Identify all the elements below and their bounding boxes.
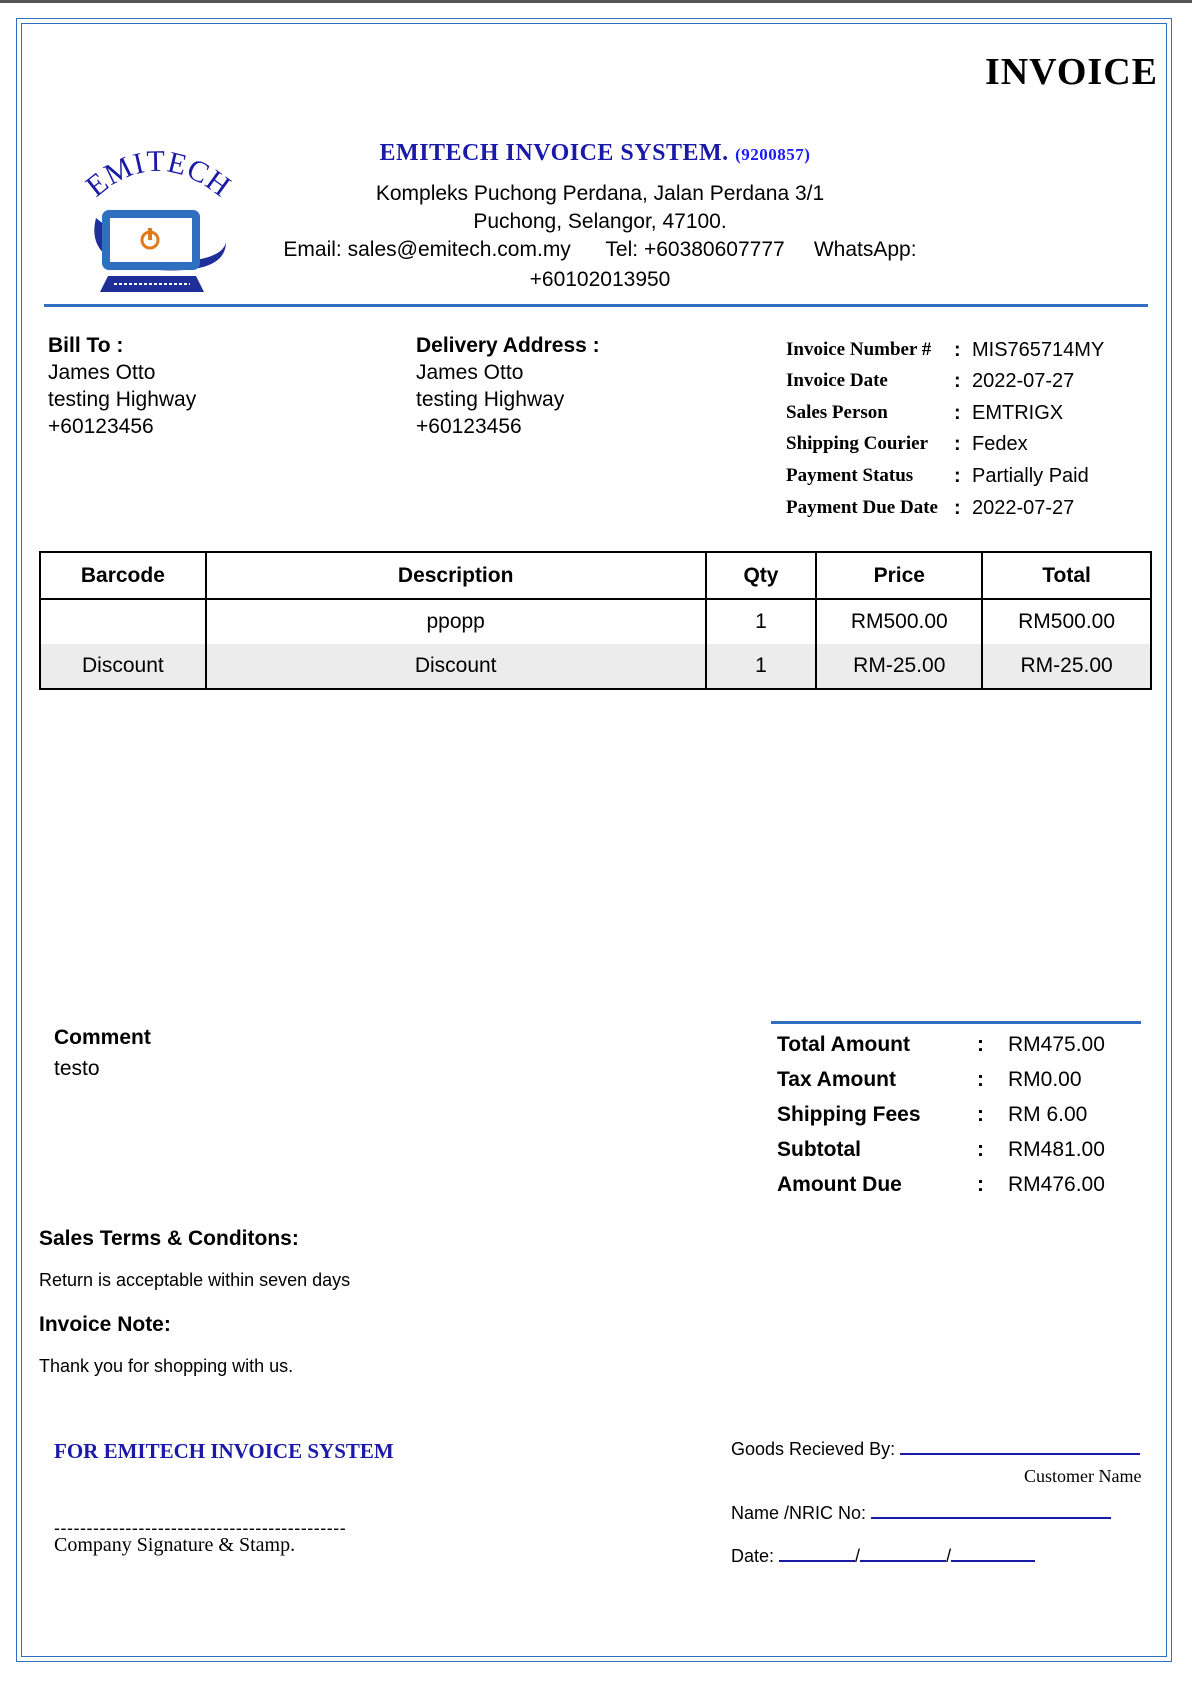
summary-key: Amount Due: [777, 1173, 902, 1196]
summary-tax-amount: [777, 1068, 1147, 1103]
summary-key: Subtotal: [777, 1138, 861, 1161]
summary-value: RM0.00: [1008, 1068, 1082, 1091]
column-header-total: Total: [982, 552, 1151, 599]
cell-price: RM500.00: [816, 599, 982, 644]
meta-colon: :: [954, 497, 961, 519]
summary-divider: [771, 1021, 1141, 1024]
meta-value: Fedex: [972, 433, 1028, 455]
summary-total-amount: [777, 1033, 1147, 1068]
date-day-line: [779, 1542, 855, 1562]
meta-invoice-number: [786, 339, 1146, 370]
table-row: [40, 644, 1151, 689]
goods-received-row: [731, 1435, 1140, 1460]
date-month-line: [860, 1542, 946, 1562]
bill-to-name: James Otto: [48, 361, 156, 384]
summary-colon: :: [977, 1173, 984, 1196]
summary-key: Total Amount: [777, 1033, 910, 1056]
summary-amount-due: [777, 1173, 1147, 1208]
delivery-phone: +60123456: [416, 415, 522, 438]
cell-total: RM-25.00: [982, 644, 1151, 689]
cell-qty: 1: [706, 644, 817, 689]
customer-name-caption: Customer Name: [1024, 1466, 1142, 1486]
terms-label: Sales Terms & Conditons:: [39, 1227, 299, 1250]
column-header-qty: Qty: [706, 552, 817, 599]
bill-to-phone: +60123456: [48, 415, 154, 438]
summary-colon: :: [977, 1138, 984, 1161]
delivery-address-block: [416, 333, 600, 440]
cell-description: ppopp: [206, 599, 706, 644]
company-contact-line: Email: sales@emitech.com.my Tel: +60380607777 WhatsApp:: [283, 238, 917, 261]
goods-received-label: Goods Recieved By:: [731, 1439, 896, 1459]
bill-to-block: [48, 333, 196, 440]
meta-colon: :: [954, 402, 961, 424]
delivery-name: James Otto: [416, 361, 524, 384]
company-address-line2: Puchong, Selangor, 47100.: [473, 210, 727, 233]
summary-value: RM476.00: [1008, 1173, 1105, 1196]
invoice-title: INVOICE: [984, 51, 1158, 93]
comment-label: Comment: [54, 1026, 151, 1049]
date-label: Date:: [731, 1546, 775, 1566]
meta-shipping-courier: [786, 433, 1146, 464]
company-registration: (9200857): [735, 145, 811, 164]
meta-value: 2022-07-27: [972, 370, 1075, 392]
for-company-label: FOR EMITECH INVOICE SYSTEM: [54, 1439, 394, 1463]
summary-value: RM481.00: [1008, 1138, 1105, 1161]
meta-value: 2022-07-27: [972, 497, 1075, 519]
signature-caption: Company Signature & Stamp.: [54, 1534, 296, 1556]
meta-colon: :: [954, 433, 961, 455]
date-slash: /: [946, 1546, 952, 1566]
cell-barcode: Discount: [40, 644, 206, 689]
page-top-bar: [0, 0, 1192, 3]
comment-text: testo: [54, 1057, 100, 1080]
invoice-note-label: Invoice Note:: [39, 1313, 171, 1336]
company-name-text: EMITECH INVOICE SYSTEM.: [379, 140, 729, 166]
goods-received-line: [900, 1435, 1140, 1455]
date-slash: /: [855, 1546, 861, 1566]
meta-colon: :: [954, 370, 961, 392]
emitech-logo: [78, 146, 240, 296]
date-row: [731, 1542, 1035, 1567]
logo-text: EMITECH: [79, 146, 238, 204]
delivery-street: testing Highway: [416, 388, 565, 411]
date-year-line: [951, 1542, 1035, 1562]
summary-value: RM475.00: [1008, 1033, 1105, 1056]
cell-barcode: [40, 599, 206, 644]
summary-colon: :: [977, 1068, 984, 1091]
meta-sales-person: [786, 402, 1146, 433]
meta-key: Invoice Date: [786, 370, 888, 391]
meta-value: MIS765714MY: [972, 339, 1105, 361]
table-header-row: [40, 552, 1151, 599]
summary-key: Shipping Fees: [777, 1103, 921, 1126]
meta-key: Invoice Number #: [786, 339, 932, 360]
column-header-description: Description: [206, 552, 706, 599]
summary-colon: :: [977, 1033, 984, 1056]
svg-text:EMITECH: [80, 146, 238, 204]
column-header-barcode: Barcode: [40, 552, 206, 599]
meta-colon: :: [954, 339, 961, 361]
meta-value: Partially Paid: [972, 465, 1089, 487]
delivery-address-label: Delivery Address :: [416, 334, 600, 357]
table-row: [40, 599, 1151, 644]
cell-qty: 1: [706, 599, 817, 644]
summary-shipping-fees: [777, 1103, 1147, 1138]
meta-payment-status: [786, 465, 1146, 496]
signature-line: ---------------------------------------------: [54, 1518, 347, 1538]
items-table: [39, 551, 1152, 690]
nric-row: [731, 1499, 1111, 1524]
header-divider: [44, 304, 1148, 307]
nric-label: Name /NRIC No:: [731, 1503, 867, 1523]
company-address-line1: Kompleks Puchong Perdana, Jalan Perdana 3/1: [375, 182, 825, 205]
bill-to-label: Bill To :: [48, 334, 124, 357]
meta-colon: :: [954, 465, 961, 487]
terms-text: Return is acceptable within seven days: [39, 1270, 351, 1290]
meta-invoice-date: [786, 370, 1146, 401]
meta-payment-due-date: [786, 497, 1146, 528]
meta-key: Payment Status: [786, 465, 914, 486]
meta-key: Shipping Courier: [786, 433, 929, 454]
nric-line: [871, 1499, 1111, 1519]
cell-total: RM500.00: [982, 599, 1151, 644]
summary-key: Tax Amount: [777, 1068, 896, 1091]
company-name: [300, 140, 890, 167]
summary-subtotal: [777, 1138, 1147, 1173]
bill-to-street: testing Highway: [48, 388, 197, 411]
meta-key: Sales Person: [786, 402, 888, 423]
company-whatsapp: +60102013950: [529, 268, 671, 291]
cell-price: RM-25.00: [816, 644, 982, 689]
column-header-price: Price: [816, 552, 982, 599]
invoice-note-text: Thank you for shopping with us.: [39, 1356, 294, 1376]
summary-value: RM 6.00: [1008, 1103, 1088, 1126]
summary-colon: :: [977, 1103, 984, 1126]
cell-description: Discount: [206, 644, 706, 689]
meta-value: EMTRIGX: [972, 402, 1064, 424]
meta-key: Payment Due Date: [786, 497, 938, 518]
